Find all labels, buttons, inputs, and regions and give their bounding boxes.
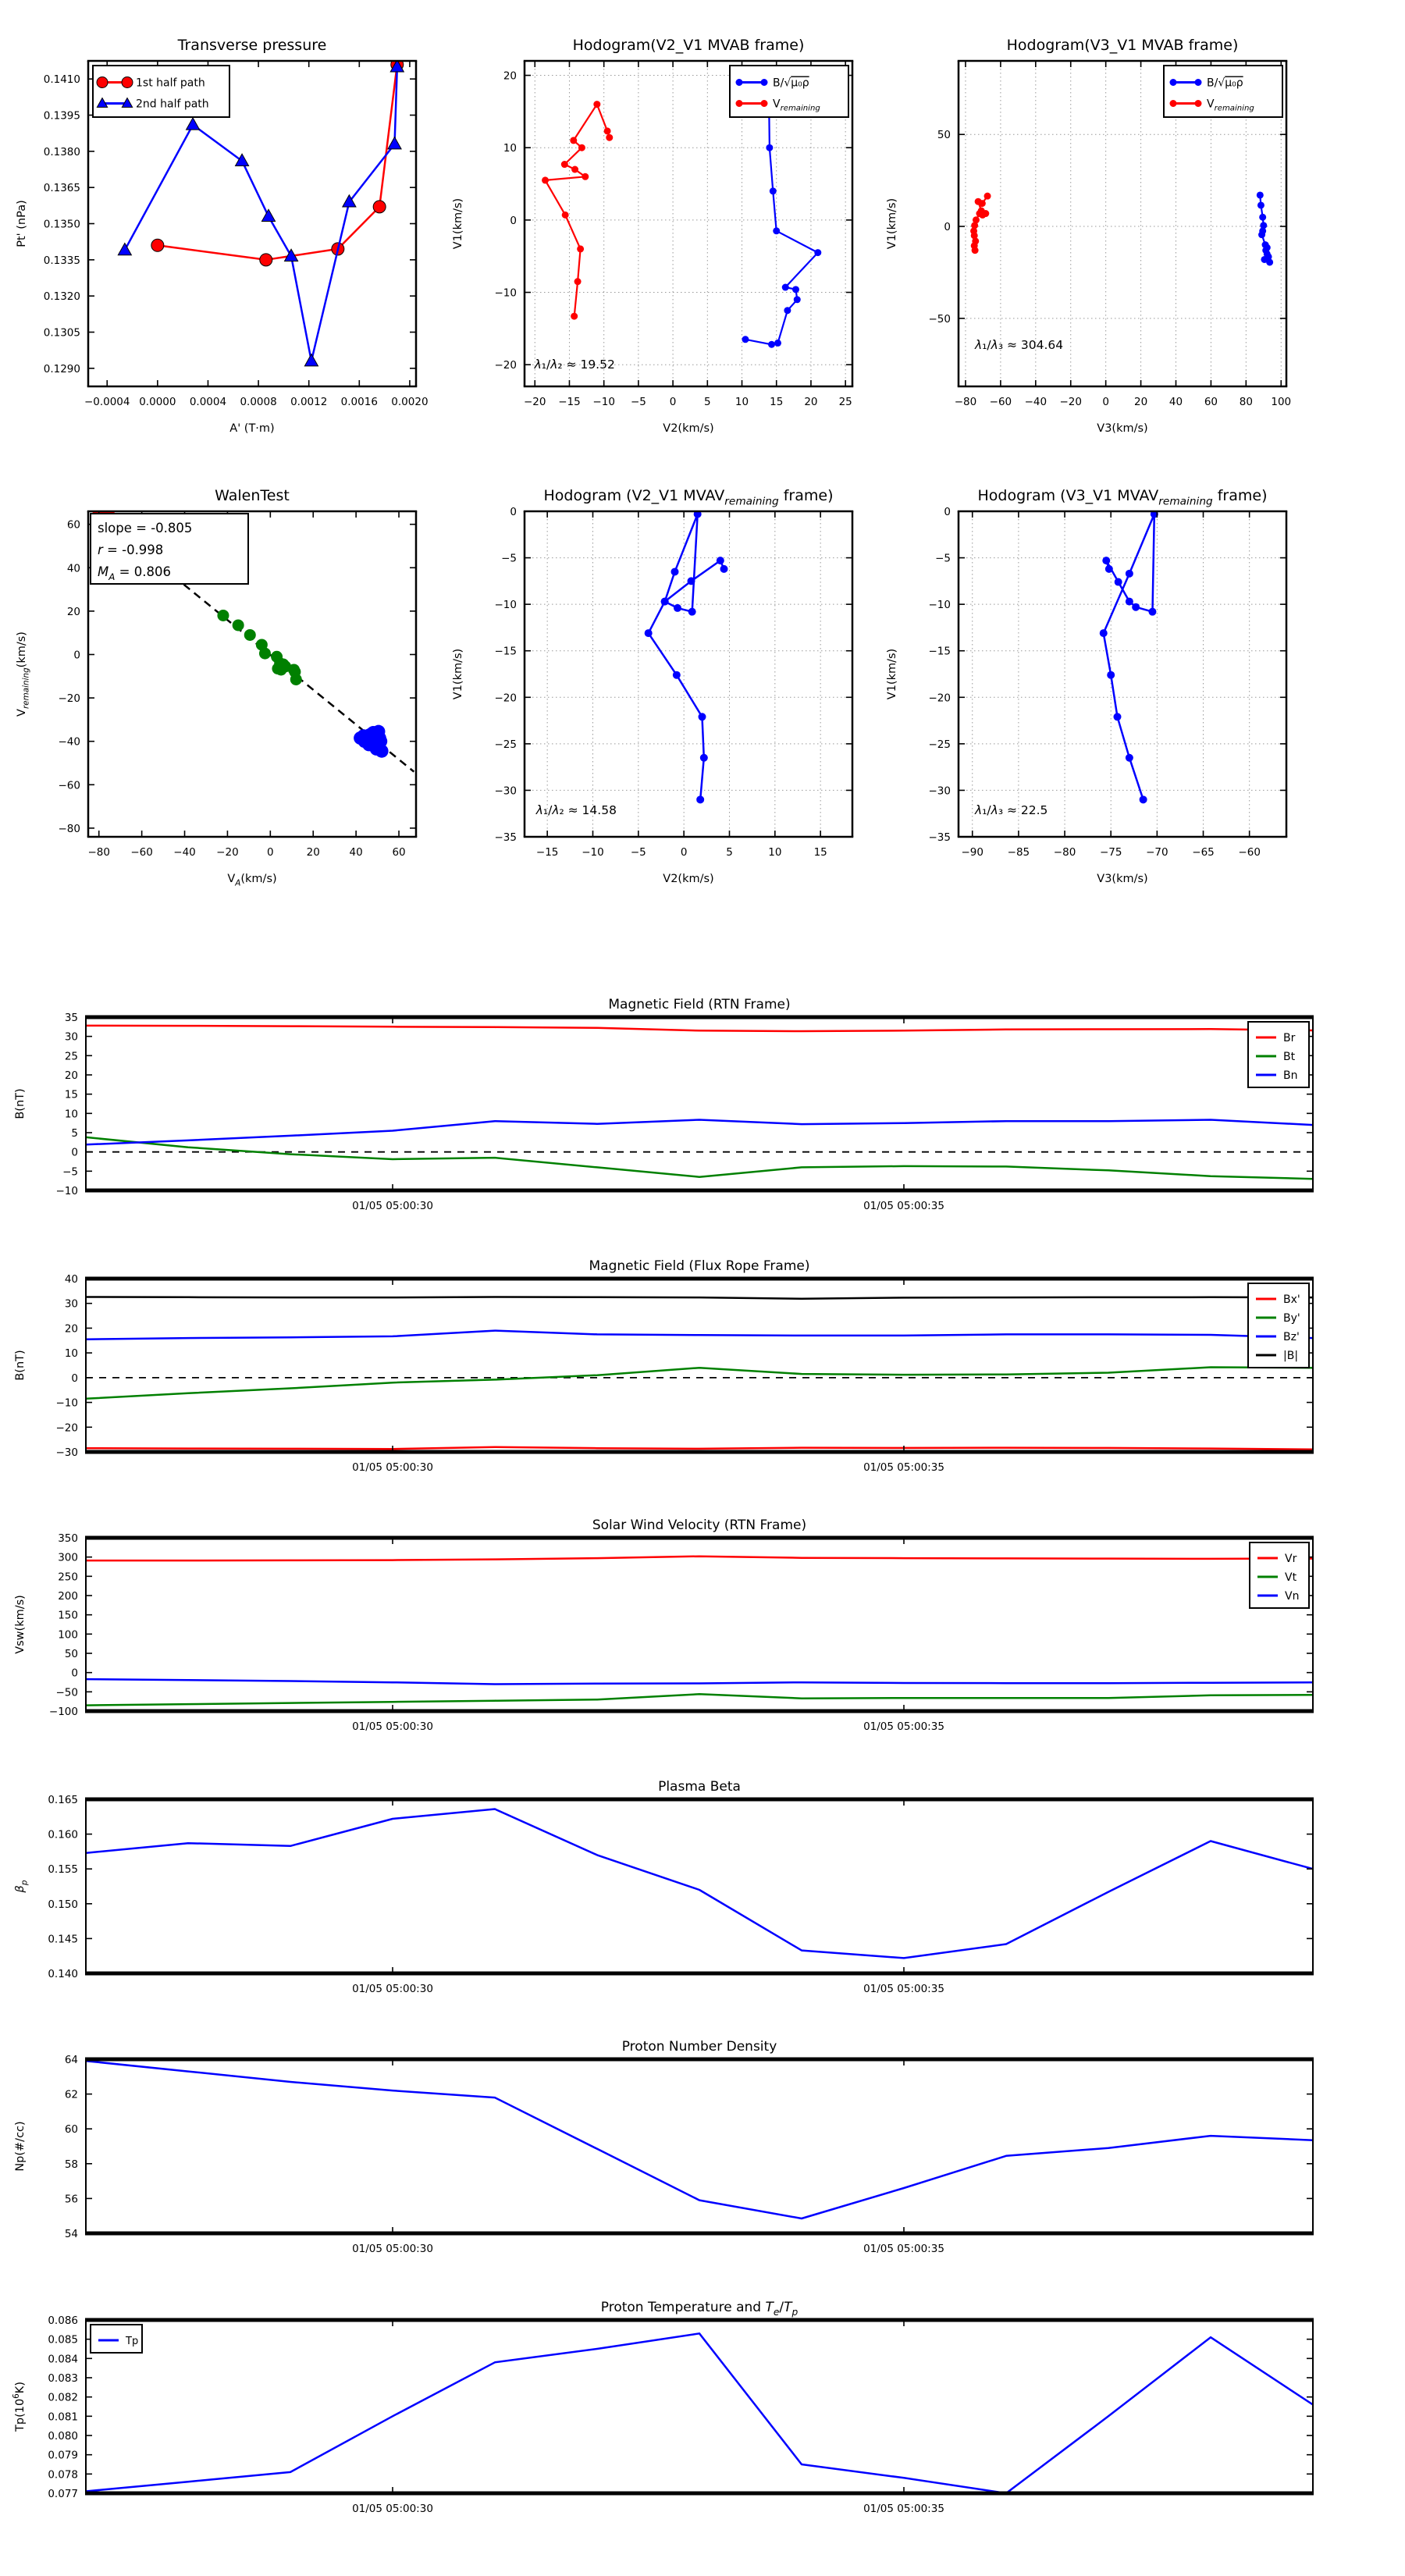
y-tick-label: 0 <box>71 1372 78 1385</box>
x-tick-label: 01/05 05:00:35 <box>863 1200 944 1212</box>
x-tick-label: −5 <box>630 396 646 408</box>
y-tick-label: 0.080 <box>48 2430 78 2443</box>
x-tick-label: −60 <box>1238 846 1261 859</box>
y-tick-label: 40 <box>66 562 80 575</box>
chart-title: Hodogram (V2_V1 $MVAV_{remaining}$ frame) <box>543 487 834 508</box>
y-axis-label: Vsw(km/s) <box>14 1595 27 1654</box>
x-tick-label: −60 <box>130 846 153 859</box>
y-tick-label: 300 <box>58 1551 78 1564</box>
y-axis-label: $\beta_p$ <box>14 1880 30 1893</box>
y-tick-label: 64 <box>64 2054 78 2066</box>
y-tick-label: 250 <box>58 1571 78 1584</box>
y-tick-label: 150 <box>58 1609 78 1622</box>
x-tick-label: 100 <box>1271 396 1292 408</box>
y-axis-label: V1(km/s) <box>886 197 898 250</box>
y-tick-label: 0.084 <box>48 2353 78 2366</box>
x-tick-label: −40 <box>173 846 196 859</box>
x-tick-label: 5 <box>704 396 711 408</box>
y-tick-label: −15 <box>494 645 517 658</box>
y-tick-label: 0.160 <box>48 1828 78 1841</box>
y-tick-label: 0 <box>71 1146 78 1159</box>
y-axis-label: V1(km/s) <box>452 197 464 250</box>
x-axis-label: A' (T·m) <box>229 422 275 435</box>
x-tick-label: −65 <box>1192 846 1215 859</box>
info-line: $M_A = 0.806$ <box>98 564 171 582</box>
y-tick-label: −10 <box>55 1397 78 1410</box>
y-tick-label: 0.145 <box>48 1933 78 1946</box>
x-tick-label: 0.0016 <box>340 396 378 408</box>
info-line: slope = -0.805 <box>98 521 193 535</box>
annotation: λ₁/λ₂ ≈ 19.52 <box>534 358 615 372</box>
legend-label: Vt <box>1285 1571 1297 1584</box>
y-tick-label: 35 <box>64 1012 78 1024</box>
legend <box>1248 1022 1309 1087</box>
chart-title: Magnetic Field (RTN Frame) <box>608 997 791 1012</box>
y-tick-label: −20 <box>55 1421 78 1435</box>
y-tick-label: 0 <box>944 221 951 234</box>
info-box <box>91 514 248 584</box>
x-tick-label: −20 <box>1059 396 1082 408</box>
y-tick-label: 20 <box>64 1069 78 1082</box>
chart-magnetic-field-rtn <box>14 997 1314 1212</box>
x-tick-label: 25 <box>838 396 852 408</box>
x-tick-label: 0.0004 <box>189 396 227 408</box>
x-tick-label: 01/05 05:00:30 <box>352 1720 433 1733</box>
y-tick-label: 20 <box>64 1322 78 1336</box>
x-tick-label: 40 <box>349 846 363 859</box>
y-axis-label: Pt' (nPa) <box>16 200 28 247</box>
x-axis-label: V2(km/s) <box>663 873 714 885</box>
chart-transverse-pressure <box>16 37 429 435</box>
y-tick-label: 62 <box>64 2088 78 2101</box>
y-tick-label: 0.083 <box>48 2372 78 2385</box>
y-tick-label: 60 <box>64 2123 78 2137</box>
x-tick-label: −15 <box>558 396 581 408</box>
chart-title: Transverse pressure <box>177 37 327 54</box>
x-tick-label: 15 <box>813 846 827 859</box>
x-tick-label: 0 <box>1102 396 1109 408</box>
y-tick-label: 100 <box>58 1628 78 1642</box>
annotation: λ₁/λ₂ ≈ 14.58 <box>535 802 617 817</box>
x-tick-label: 0.0020 <box>391 396 429 408</box>
chart-solar-wind-velocity <box>14 1517 1314 1733</box>
legend <box>91 2325 142 2353</box>
x-tick-label: 40 <box>1168 396 1183 408</box>
x-tick-label: −15 <box>535 846 559 859</box>
chart-hodogram-v3v1-mvav <box>886 487 1287 885</box>
y-tick-label: −25 <box>494 738 517 751</box>
y-tick-label: 0.1350 <box>43 218 80 231</box>
legend-label: Bn <box>1283 1069 1298 1082</box>
chart-title: Proton Temperature and $T_e/T_p$ <box>600 2300 799 2318</box>
y-tick-label: −20 <box>928 692 951 705</box>
y-tick-label: 54 <box>64 2228 78 2240</box>
x-axis-label: V3(km/s) <box>1097 422 1148 435</box>
x-tick-label: −0.0004 <box>84 396 130 408</box>
y-tick-label: −30 <box>55 1446 78 1459</box>
legend-label: |B| <box>1283 1350 1299 1362</box>
x-tick-label: 5 <box>726 846 733 859</box>
y-tick-label: 30 <box>64 1297 78 1311</box>
y-tick-label: 5 <box>71 1127 78 1140</box>
y-tick-label: 0.1320 <box>43 290 80 304</box>
y-tick-label: 10 <box>64 1108 78 1121</box>
y-tick-label: 0 <box>510 214 517 227</box>
chart-title: Hodogram(V2_V1 MVAB frame) <box>572 37 805 54</box>
x-tick-label: 0 <box>669 396 677 408</box>
x-tick-label: 80 <box>1239 396 1253 408</box>
y-tick-label: −20 <box>494 359 517 372</box>
y-tick-label: 0.150 <box>48 1898 78 1911</box>
y-tick-label: 0.078 <box>48 2468 78 2482</box>
chart-plasma-beta <box>14 1779 1314 1995</box>
chart-title: Plasma Beta <box>658 1779 741 1795</box>
y-tick-label: 0 <box>73 649 80 662</box>
y-tick-label: −30 <box>494 785 517 798</box>
y-axis-label: B(nT) <box>14 1088 27 1119</box>
chart-title: WalenTest <box>215 487 290 504</box>
legend <box>1250 1542 1309 1608</box>
y-tick-label: 40 <box>64 1273 78 1286</box>
y-tick-label: 20 <box>66 605 80 618</box>
y-tick-label: 0 <box>71 1667 78 1680</box>
y-tick-label: −5 <box>935 552 951 565</box>
y-axis-label: $V_{remaining}(km/s)$ <box>16 632 31 717</box>
legend-label: Vr <box>1285 1553 1297 1565</box>
x-tick-label: 60 <box>1204 396 1218 408</box>
y-tick-label: −5 <box>501 552 517 565</box>
x-tick-label: 10 <box>735 396 749 408</box>
x-tick-label: −80 <box>87 846 110 859</box>
x-tick-label: 15 <box>770 396 784 408</box>
y-tick-label: −5 <box>62 1165 78 1179</box>
x-tick-label: 0 <box>267 846 274 859</box>
x-tick-label: −10 <box>592 396 615 408</box>
x-tick-label: −60 <box>989 396 1012 408</box>
x-tick-label: −20 <box>524 396 546 408</box>
legend-label: Br <box>1283 1032 1296 1044</box>
legend-label: $V_{remaining}$ <box>773 98 820 113</box>
y-tick-label: 56 <box>64 2193 78 2206</box>
x-tick-label: 01/05 05:00:30 <box>352 1461 433 1474</box>
legend <box>730 66 848 117</box>
x-tick-label: 20 <box>804 396 818 408</box>
annotation: λ₁/λ₃ ≈ 304.64 <box>975 338 1064 353</box>
x-tick-label: 01/05 05:00:35 <box>863 2503 944 2515</box>
chart-magnetic-field-flux-rope <box>14 1258 1314 1474</box>
legend-label: 1st half path <box>136 76 205 90</box>
x-tick-label: 01/05 05:00:30 <box>352 2243 433 2255</box>
x-axis-label: V3(km/s) <box>1097 873 1148 885</box>
y-axis-label: V1(km/s) <box>452 648 464 700</box>
y-tick-label: 0.085 <box>48 2333 78 2347</box>
y-tick-label: 0.082 <box>48 2391 78 2404</box>
y-axis-label: V1(km/s) <box>886 648 898 700</box>
legend-label: B/√μ₀ρ <box>773 76 809 90</box>
x-tick-label: −40 <box>1024 396 1048 408</box>
y-tick-label: 0.086 <box>48 2314 78 2327</box>
x-tick-label: 01/05 05:00:30 <box>352 1983 433 1995</box>
x-tick-label: −90 <box>961 846 984 859</box>
x-tick-label: 01/05 05:00:30 <box>352 1200 433 1212</box>
legend <box>1164 66 1282 117</box>
chart-hodogram-v2v1-mvav <box>452 487 853 885</box>
x-tick-label: 01/05 05:00:35 <box>863 1461 944 1474</box>
x-tick-label: 01/05 05:00:35 <box>863 2243 944 2255</box>
legend-label: 2nd half path <box>136 98 209 111</box>
legend-label: $V_{remaining}$ <box>1207 98 1254 113</box>
y-tick-label: 0.1410 <box>43 73 80 87</box>
chart-proton-number-density <box>14 2039 1314 2255</box>
chart-title: Hodogram (V3_V1 $MVAV_{remaining}$ frame) <box>977 487 1268 508</box>
y-tick-label: 0.1290 <box>43 362 80 375</box>
legend-label: Bt <box>1283 1051 1296 1063</box>
y-axis-label: Np(#/cc) <box>14 2121 27 2172</box>
y-axis-label: $Tp(10^6K)$ <box>11 2382 27 2432</box>
y-tick-label: 50 <box>64 1648 78 1660</box>
x-tick-label: 01/05 05:00:35 <box>863 1720 944 1733</box>
y-tick-label: 0.1395 <box>43 109 80 123</box>
annotation: λ₁/λ₃ ≈ 22.5 <box>975 802 1048 817</box>
x-tick-label: 01/05 05:00:30 <box>352 2503 433 2515</box>
legend-label: Bz' <box>1283 1331 1300 1343</box>
y-tick-label: 10 <box>503 142 517 155</box>
y-tick-label: 0.1335 <box>43 254 80 267</box>
y-tick-label: 0.081 <box>48 2411 78 2424</box>
chart-title: Hodogram(V3_V1 MVAB frame) <box>1006 37 1239 54</box>
y-tick-label: 0 <box>944 506 951 518</box>
y-tick-label: 0.077 <box>48 2488 78 2500</box>
chart-hodogram-v2v1-mvab <box>452 37 853 435</box>
y-tick-label: 0.1365 <box>43 182 80 195</box>
legend-label: Vn <box>1285 1590 1300 1603</box>
y-tick-label: −10 <box>928 599 951 612</box>
info-line: r = -0.998 <box>98 543 164 557</box>
y-tick-label: 50 <box>937 129 951 142</box>
y-tick-label: 25 <box>64 1050 78 1063</box>
y-tick-label: 0.1380 <box>43 145 80 158</box>
chart-title: Magnetic Field (Flux Rope Frame) <box>589 1258 810 1274</box>
y-tick-label: −20 <box>58 692 80 706</box>
y-tick-label: −15 <box>928 645 951 658</box>
y-tick-label: −35 <box>928 831 951 844</box>
x-tick-label: 20 <box>1133 396 1148 408</box>
y-tick-label: −40 <box>58 735 80 749</box>
y-tick-label: −25 <box>928 738 951 751</box>
chart-title: Proton Number Density <box>621 2039 777 2055</box>
y-tick-label: −30 <box>928 785 951 798</box>
x-axis-label: $V_A(km/s)$ <box>227 873 277 888</box>
x-tick-label: 10 <box>768 846 782 859</box>
x-tick-label: 20 <box>306 846 320 859</box>
y-tick-label: −80 <box>58 822 80 835</box>
y-tick-label: −10 <box>494 599 517 612</box>
x-tick-label: 0.0012 <box>290 396 328 408</box>
y-tick-label: −35 <box>494 831 517 844</box>
chart-hodogram-v3v1-mvab <box>886 37 1291 435</box>
y-tick-label: −100 <box>48 1706 78 1718</box>
y-tick-label: 0.155 <box>48 1863 78 1877</box>
x-tick-label: 01/05 05:00:35 <box>863 1983 944 1995</box>
y-tick-label: −60 <box>58 779 80 792</box>
x-tick-label: −5 <box>630 846 646 859</box>
x-tick-label: 0.0008 <box>240 396 277 408</box>
y-tick-label: 200 <box>58 1590 78 1603</box>
x-tick-label: −85 <box>1007 846 1030 859</box>
y-tick-label: 30 <box>64 1030 78 1044</box>
x-tick-label: −75 <box>1099 846 1122 859</box>
y-tick-label: 0.140 <box>48 1968 78 1980</box>
y-tick-label: 58 <box>64 2158 78 2171</box>
y-tick-label: 0.079 <box>48 2449 78 2462</box>
x-tick-label: 60 <box>392 846 406 859</box>
legend <box>93 66 229 117</box>
legend <box>1248 1283 1309 1368</box>
legend-label: B/√μ₀ρ <box>1207 76 1243 90</box>
x-tick-label: −80 <box>1053 846 1076 859</box>
chart-title: Solar Wind Velocity (RTN Frame) <box>592 1517 807 1533</box>
y-axis-label: B(nT) <box>14 1350 27 1381</box>
x-tick-label: −70 <box>1146 846 1168 859</box>
x-tick-label: −20 <box>216 846 239 859</box>
y-tick-label: −10 <box>55 1185 78 1197</box>
y-tick-label: 15 <box>64 1088 78 1101</box>
x-tick-label: −10 <box>582 846 604 859</box>
chart-proton-temperature <box>12 2300 1314 2515</box>
x-tick-label: 0 <box>680 846 688 859</box>
y-tick-label: 0.1305 <box>43 326 80 340</box>
x-axis-label: V2(km/s) <box>663 422 714 435</box>
legend-label: Tp <box>126 2336 139 2347</box>
x-tick-label: 0.0000 <box>139 396 176 408</box>
y-tick-label: 0 <box>510 506 517 518</box>
chart-walen-test <box>16 487 417 888</box>
y-tick-label: 20 <box>503 69 517 83</box>
legend-label: By' <box>1283 1312 1300 1325</box>
y-tick-label: 10 <box>64 1347 78 1361</box>
y-tick-label: −20 <box>494 692 517 705</box>
y-tick-label: −10 <box>494 286 517 300</box>
y-tick-label: 0.165 <box>48 1794 78 1806</box>
x-tick-label: −80 <box>954 396 977 408</box>
y-tick-label: 60 <box>66 518 80 532</box>
y-tick-label: −50 <box>928 312 951 326</box>
y-tick-label: −50 <box>55 1686 78 1699</box>
y-tick-label: 350 <box>58 1532 78 1545</box>
legend-label: Bx' <box>1283 1293 1300 1306</box>
